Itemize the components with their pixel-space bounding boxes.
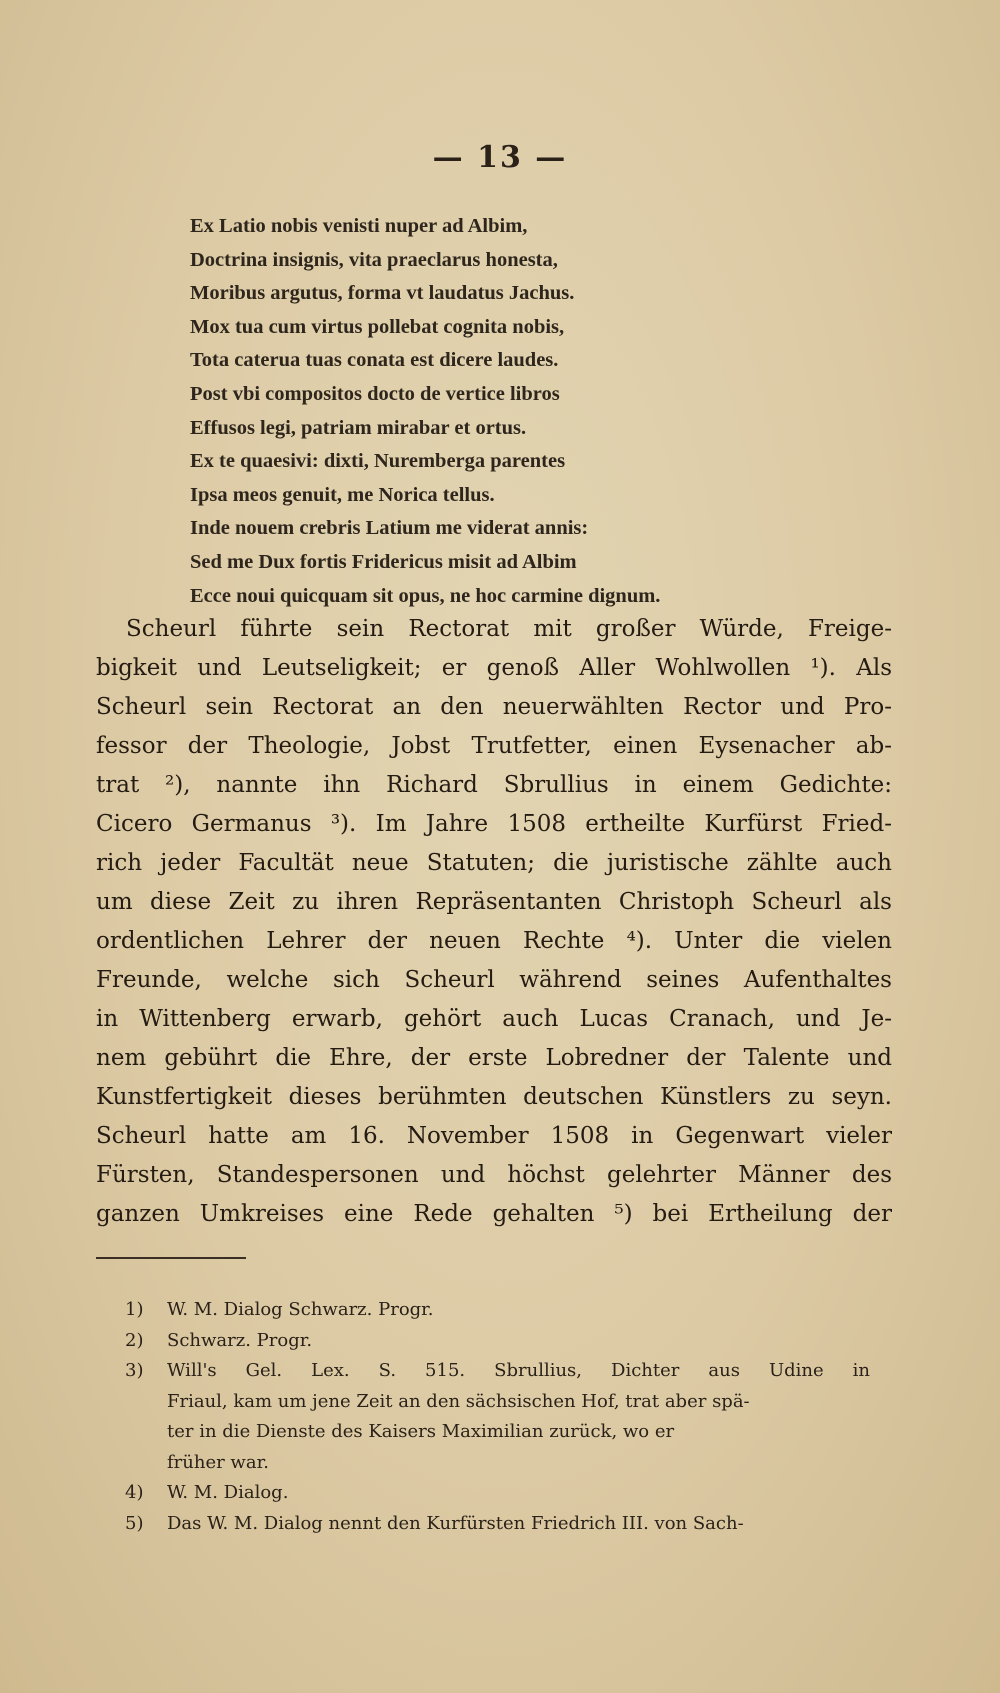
body-line: fessor der Theologie, Jobst Trutfetter, einen Eysenacher ab- — [96, 733, 892, 759]
body-line: trat ²), nannte ihn Richard Sbrullius in einem Gedichte: — [96, 772, 892, 798]
footnote-4 — [125, 1478, 870, 1509]
footnote-divider — [96, 1257, 246, 1259]
footnote-number: 5) — [125, 1512, 144, 1534]
footnote-text: Schwarz. Progr. — [167, 1329, 313, 1351]
body-line: Scheurl führte sein Rectorat mit großer Würde, Freige- — [126, 616, 892, 642]
verse-line: Mox tua cum virtus pollebat cognita nobis, — [190, 315, 565, 338]
verse-line: Post vbi compositos docto de vertice libros — [190, 382, 560, 405]
footnote-text: Will's Gel. Lex. S. 515. Sbrullius, Dichter aus Udine in — [167, 1360, 870, 1381]
body-line: Fürsten, Standespersonen und höchst gelehrter Männer des — [96, 1162, 892, 1188]
body-line: Freunde, welche sich Scheurl während seines Aufenthaltes — [96, 967, 892, 993]
footnote-3-continuation: ter in die Dienste des Kaisers Maximilian zurück, wo er — [167, 1421, 675, 1442]
footnote-number: 1) — [125, 1299, 144, 1320]
footnote-number: 4) — [125, 1482, 144, 1503]
verse-line: Effusos legi, patriam mirabar et ortus. — [190, 416, 527, 439]
body-line: um diese Zeit zu ihren Repräsentanten Christoph Scheurl als — [96, 889, 892, 915]
footnote-text: W. M. Dialog Schwarz. Progr. — [167, 1299, 434, 1320]
footnote-3 — [125, 1356, 870, 1387]
body-line: ganzen Umkreises eine Rede gehalten ⁵) bei Ertheilung der — [96, 1201, 892, 1227]
body-paragraph — [96, 610, 892, 1234]
verse-line: Doctrina insignis, vita praeclarus honesta, — [190, 248, 558, 271]
footnote-1 — [125, 1295, 870, 1326]
verse-line: Sed me Dux fortis Fridericus misit ad Albim — [190, 550, 577, 573]
verse-line: Ipsa meos genuit, me Norica tellus. — [190, 483, 495, 506]
body-line: ordentlichen Lehrer der neuen Rechte ⁴). Unter die vielen — [96, 928, 892, 954]
body-line: rich jeder Facultät neue Statuten; die juristische zählte auch — [96, 850, 892, 876]
verse-line: Ecce noui quicquam sit opus, ne hoc carmine dignum. — [190, 584, 661, 607]
verse-line: Moribus argutus, forma vt laudatus Jachus. — [190, 282, 575, 305]
footnote-number: 3) — [125, 1360, 144, 1381]
body-line: Kunstfertigkeit dieses berühmten deutschen Künstlers zu seyn. — [96, 1084, 892, 1110]
verse-line: Ex Latio nobis venisti nuper ad Albim, — [190, 215, 528, 237]
verse-line: Inde nouem crebris Latium me viderat annis: — [190, 517, 589, 540]
footnote-text: Das W. M. Dialog nennt den Kurfürsten Friedrich III. von Sach- — [167, 1512, 744, 1534]
latin-verse — [190, 210, 830, 613]
footnote-3-continuation: früher war. — [167, 1451, 269, 1473]
body-line: Scheurl hatte am 16. November 1508 in Gegenwart vieler — [96, 1123, 892, 1149]
page-number: — 13 — — [432, 140, 568, 175]
verse-line: Ex te quaesivi: dixti, Nuremberga parentes — [190, 450, 566, 473]
footnote-3-continuation: Friaul, kam um jene Zeit an den sächsischen Hof, trat aber spä- — [167, 1390, 750, 1412]
body-line: Scheurl sein Rectorat an den neuerwählten Rector und Pro- — [96, 694, 892, 720]
footnote-2 — [125, 1326, 870, 1357]
body-line: nem gebührt die Ehre, der erste Lobredner der Talente und — [96, 1045, 892, 1071]
footnote-text: W. M. Dialog. — [167, 1482, 289, 1503]
verse-line: Tota caterua tuas conata est dicere laudes. — [190, 349, 559, 372]
body-line: in Wittenberg erwarb, gehört auch Lucas Cranach, und Je- — [96, 1006, 892, 1032]
body-line: Cicero Germanus ³). Im Jahre 1508 ertheilte Kurfürst Fried- — [96, 811, 892, 837]
footnote-number: 2) — [125, 1329, 144, 1351]
footnote-5 — [125, 1509, 870, 1540]
body-line: bigkeit und Leutseligkeit; er genoß Aller Wohlwollen ¹). Als — [96, 655, 892, 681]
footnotes — [125, 1295, 870, 1539]
